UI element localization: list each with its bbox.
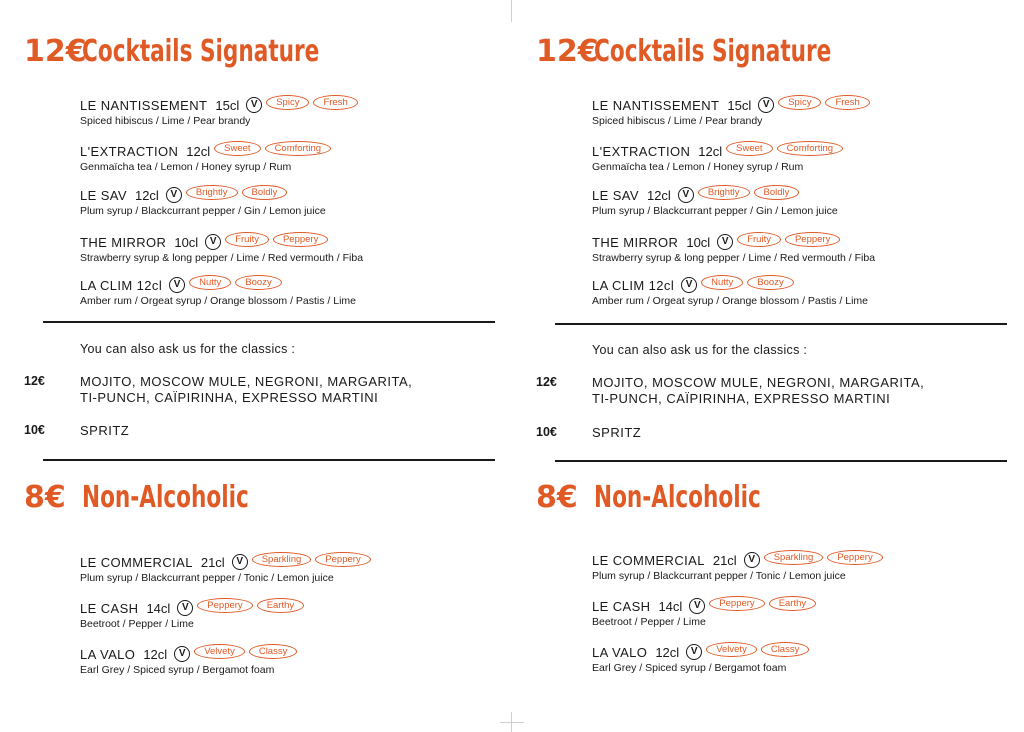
flavor-tag: Boozy [747,275,793,290]
item-header [592,597,816,615]
vegan-icon: V [174,646,190,662]
non-alcoholic-item [592,597,816,628]
non-alcoholic-item [80,599,304,630]
flavor-tag: Boozy [235,275,281,290]
section-divider [43,459,495,461]
item-header [592,186,838,204]
signature-price: 12€ [536,34,599,69]
item-header [592,276,868,294]
vegan-icon: V [681,277,697,293]
flavor-tag: Comforting [265,141,331,156]
item-name: LE NANTISSEMENT [80,97,208,113]
item-volume: 12cl [646,187,671,203]
flavor-tag: Classy [761,642,810,657]
vegan-icon: V [177,600,193,616]
item-name: LA CLIM 12cl [80,277,163,293]
signature-item [592,96,870,127]
item-name: L'EXTRACTION [592,143,691,159]
classics-names: SPRITZ [592,425,642,440]
item-volume: 12cl [134,187,159,203]
item-name: LA VALO [80,646,136,662]
item-name: THE MIRROR [592,234,679,250]
item-name: LE SAV [80,187,127,203]
item-ingredients: Earl Grey / Spiced syrup / Bergamot foam [592,662,787,674]
item-ingredients: Earl Grey / Spiced syrup / Bergamot foam [80,664,275,676]
item-ingredients: Strawberry syrup & long pepper / Lime / Red vermouth / Fiba [592,252,876,264]
classics-names: SPRITZ [80,423,130,438]
signature-item [592,186,838,217]
vegan-icon: V [678,187,694,203]
item-ingredients: Strawberry syrup & long pepper / Lime / Red vermouth / Fiba [80,252,364,264]
non-alcoholic-item [80,553,371,584]
non-alcoholic-item [592,643,809,674]
item-ingredients: Amber rum / Orgeat syrup / Orange blossom / Pastis / Lime [80,295,357,307]
flavor-tag: Earthy [769,596,816,611]
flavor-tag: Peppery [197,598,252,613]
item-header [592,96,870,114]
item-volume: 21cl [200,554,225,570]
classics-intro: You can also ask us for the classics : [80,342,296,356]
item-volume: 12cl [698,143,723,159]
flavor-tag: Brightly [186,185,238,200]
flavor-tag: Peppery [273,232,328,247]
item-volume: 15cl [727,97,752,113]
non-alcoholic-item [592,551,883,582]
non-alcoholic-item [80,645,297,676]
item-ingredients: Spiced hibiscus / Lime / Pear brandy [592,115,763,127]
item-header [80,645,297,663]
item-volume: 12cl [655,644,680,660]
item-name: LE CASH [592,598,651,614]
flavor-tag: Boldly [754,185,800,200]
signature-item [80,233,363,264]
item-header [592,643,809,661]
section-divider [555,323,1007,325]
item-volume: 15cl [215,97,240,113]
flavor-tag: Sweet [214,141,260,156]
signature-price: 12€ [24,34,87,69]
non-alcoholic-price: 8€ [536,480,578,515]
flavor-tag: Nutty [189,275,231,290]
item-ingredients: Beetroot / Pepper / Lime [80,618,194,630]
vegan-icon: V [717,234,733,250]
flavor-tag: Sweet [726,141,772,156]
flavor-tag: Comforting [777,141,843,156]
item-name: LE COMMERCIAL [80,554,193,570]
item-name: LA CLIM 12cl [592,277,675,293]
flavor-tag: Peppery [315,552,370,567]
vegan-icon: V [758,97,774,113]
vegan-icon: V [166,187,182,203]
item-ingredients: Plum syrup / Blackcurrant pepper / Tonic / Lemon juice [592,570,846,582]
classics-intro: You can also ask us for the classics : [592,343,808,357]
item-header [80,142,331,160]
signature-item [592,233,875,264]
flavor-tag: Earthy [257,598,304,613]
vegan-icon: V [246,97,262,113]
flavor-tag: Peppery [827,550,882,565]
item-volume: 12cl [186,143,211,159]
item-header [80,553,371,571]
section-divider [43,321,495,323]
signature-item [80,142,331,173]
flavor-tag: Fruity [225,232,269,247]
item-name: LE SAV [592,187,639,203]
item-name: LA VALO [592,644,648,660]
vegan-icon: V [232,554,248,570]
menu-page-right [512,0,1024,732]
item-header [592,551,883,569]
item-volume: 14cl [146,600,171,616]
signature-title: Cocktails Signature [594,34,832,69]
item-ingredients: Genmaïcha tea / Lemon / Honey syrup / Rum [80,161,292,173]
flavor-tag: Brightly [698,185,750,200]
item-volume: 10cl [686,234,711,250]
flavor-tag: Nutty [701,275,743,290]
item-header [80,186,326,204]
item-ingredients: Genmaïcha tea / Lemon / Honey syrup / Rum [592,161,804,173]
non-alcoholic-price: 8€ [24,480,66,515]
signature-title: Cocktails Signature [82,34,320,69]
item-header [80,233,363,251]
item-ingredients: Spiced hibiscus / Lime / Pear brandy [80,115,251,127]
flavor-tag: Spicy [778,95,821,110]
flavor-tag: Peppery [709,596,764,611]
section-divider [555,460,1007,462]
item-header [80,96,358,114]
classics-price: 12€ [24,374,45,388]
item-header [80,276,356,294]
item-ingredients: Beetroot / Pepper / Lime [592,616,706,628]
classics-price: 10€ [24,423,45,437]
vegan-icon: V [169,277,185,293]
flavor-tag: Fresh [825,95,869,110]
signature-item [80,186,326,217]
classics-price: 12€ [536,375,557,389]
non-alcoholic-title: Non-Alcoholic [594,480,761,515]
item-volume: 21cl [712,552,737,568]
item-name: LE COMMERCIAL [592,552,705,568]
item-header [592,142,843,160]
item-ingredients: Plum syrup / Blackcurrant pepper / Gin / Lemon juice [592,205,838,217]
flavor-tag: Fruity [737,232,781,247]
vegan-icon: V [689,598,705,614]
item-name: THE MIRROR [80,234,167,250]
non-alcoholic-title: Non-Alcoholic [82,480,249,515]
flavor-tag: Spicy [266,95,309,110]
flavor-tag: Classy [249,644,298,659]
vegan-icon: V [205,234,221,250]
signature-item [80,276,356,307]
signature-item [592,142,843,173]
flavor-tag: Velvety [194,644,245,659]
item-name: LE CASH [80,600,139,616]
classics-price: 10€ [536,425,557,439]
item-name: L'EXTRACTION [80,143,179,159]
classics-names: MOJITO, MOSCOW MULE, NEGRONI, MARGARITA, TI-PUNCH, CAÏPIRINHA, EXPRESSO MARTINI [592,375,925,406]
item-ingredients: Plum syrup / Blackcurrant pepper / Tonic / Lemon juice [80,572,334,584]
item-volume: 14cl [658,598,683,614]
signature-item [80,96,358,127]
vegan-icon: V [744,552,760,568]
classics-names: MOJITO, MOSCOW MULE, NEGRONI, MARGARITA, TI-PUNCH, CAÏPIRINHA, EXPRESSO MARTINI [80,374,413,405]
item-header [592,233,875,251]
signature-item [592,276,868,307]
flavor-tag: Sparkling [764,550,824,565]
item-ingredients: Amber rum / Orgeat syrup / Orange blossom / Pastis / Lime [592,295,869,307]
flavor-tag: Peppery [785,232,840,247]
flavor-tag: Fresh [313,95,357,110]
item-header [80,599,304,617]
item-volume: 12cl [143,646,168,662]
vegan-icon: V [686,644,702,660]
item-name: LE NANTISSEMENT [592,97,720,113]
item-volume: 10cl [174,234,199,250]
item-ingredients: Plum syrup / Blackcurrant pepper / Gin / Lemon juice [80,205,326,217]
flavor-tag: Velvety [706,642,757,657]
flavor-tag: Sparkling [252,552,312,567]
flavor-tag: Boldly [242,185,288,200]
